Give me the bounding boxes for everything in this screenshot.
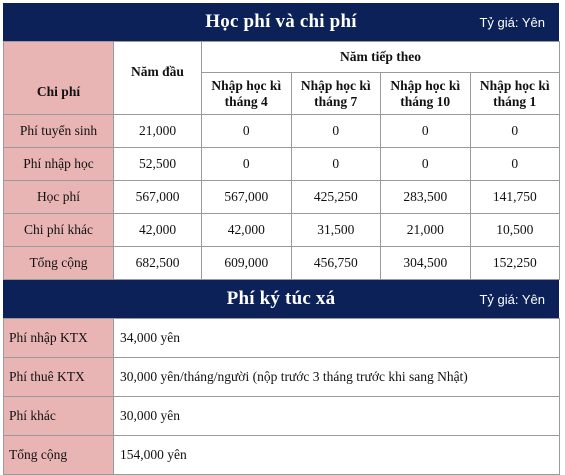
cell-value: 609,000: [202, 247, 292, 280]
cell-value: 10,500: [470, 214, 560, 247]
tuition-table: [3, 41, 560, 280]
cell-value: 682,500: [114, 247, 202, 280]
row-label: Phí nhập học: [4, 148, 114, 181]
dorm-exchange-rate: Tỷ giá: Yên: [479, 291, 545, 307]
cell-value: 425,250: [291, 181, 381, 214]
table-row: [4, 115, 560, 148]
tuition-title: Học phí và chi phí: [205, 11, 357, 32]
cell-value: 0: [381, 148, 471, 181]
table-row: [4, 181, 560, 214]
cell-value: 34,000 yên: [114, 319, 560, 358]
dorm-table: [3, 318, 560, 475]
cell-value: 30,000 yên: [114, 397, 560, 436]
cell-value: 0: [291, 115, 381, 148]
tuition-exchange-rate: Tỷ giá: Yên: [479, 14, 545, 30]
row-label: Phí thuê KTX: [4, 358, 114, 397]
row-label: Tổng cộng: [4, 247, 114, 280]
row-label: Học phí: [4, 181, 114, 214]
row-label: Tổng cộng: [4, 436, 114, 475]
cell-value: 152,250: [470, 247, 560, 280]
cell-value: 30,000 yên/tháng/người (nộp trước 3 tháng trước khi sang Nhật): [114, 358, 560, 397]
cell-value: 567,000: [114, 181, 202, 214]
cell-value: 0: [202, 148, 292, 181]
cell-value: 21,000: [114, 115, 202, 148]
table-row: [4, 397, 560, 436]
table-row: [4, 358, 560, 397]
dorm-header-bar: [3, 280, 559, 318]
header-intake-jan: Nhập học kì tháng 1: [470, 73, 560, 115]
row-label: Chi phí khác: [4, 214, 114, 247]
tuition-header-bar: [3, 3, 559, 41]
cell-value: 304,500: [381, 247, 471, 280]
cell-value: 42,000: [202, 214, 292, 247]
cell-value: 0: [470, 115, 560, 148]
cell-value: 283,500: [381, 181, 471, 214]
row-label: Phí tuyển sinh: [4, 115, 114, 148]
table-row-total: [4, 436, 560, 475]
cell-value: 567,000: [202, 181, 292, 214]
cell-value: 141,750: [470, 181, 560, 214]
cell-value: 154,000 yên: [114, 436, 560, 475]
header-next-year: Năm tiếp theo: [202, 42, 560, 73]
table-row-total: [4, 247, 560, 280]
cell-value: 0: [291, 148, 381, 181]
row-label: Phí khác: [4, 397, 114, 436]
cell-value: 0: [381, 115, 471, 148]
cell-value: 456,750: [291, 247, 381, 280]
cell-value: 21,000: [381, 214, 471, 247]
fee-document: [3, 3, 559, 475]
row-label: Phí nhập KTX: [4, 319, 114, 358]
header-intake-oct: Nhập học kì tháng 10: [381, 73, 471, 115]
cell-value: 52,500: [114, 148, 202, 181]
cell-value: 0: [470, 148, 560, 181]
header-intake-jul: Nhập học kì tháng 7: [291, 73, 381, 115]
dorm-title: Phí ký túc xá: [226, 288, 336, 309]
header-first-year: Năm đầu: [114, 42, 202, 115]
cell-value: 42,000: [114, 214, 202, 247]
cell-value: 31,500: [291, 214, 381, 247]
cell-value: 0: [202, 115, 292, 148]
header-cost: Chi phí: [4, 42, 114, 115]
table-row: [4, 319, 560, 358]
header-intake-apr: Nhập học kì tháng 4: [202, 73, 292, 115]
table-row: [4, 214, 560, 247]
table-row: [4, 148, 560, 181]
